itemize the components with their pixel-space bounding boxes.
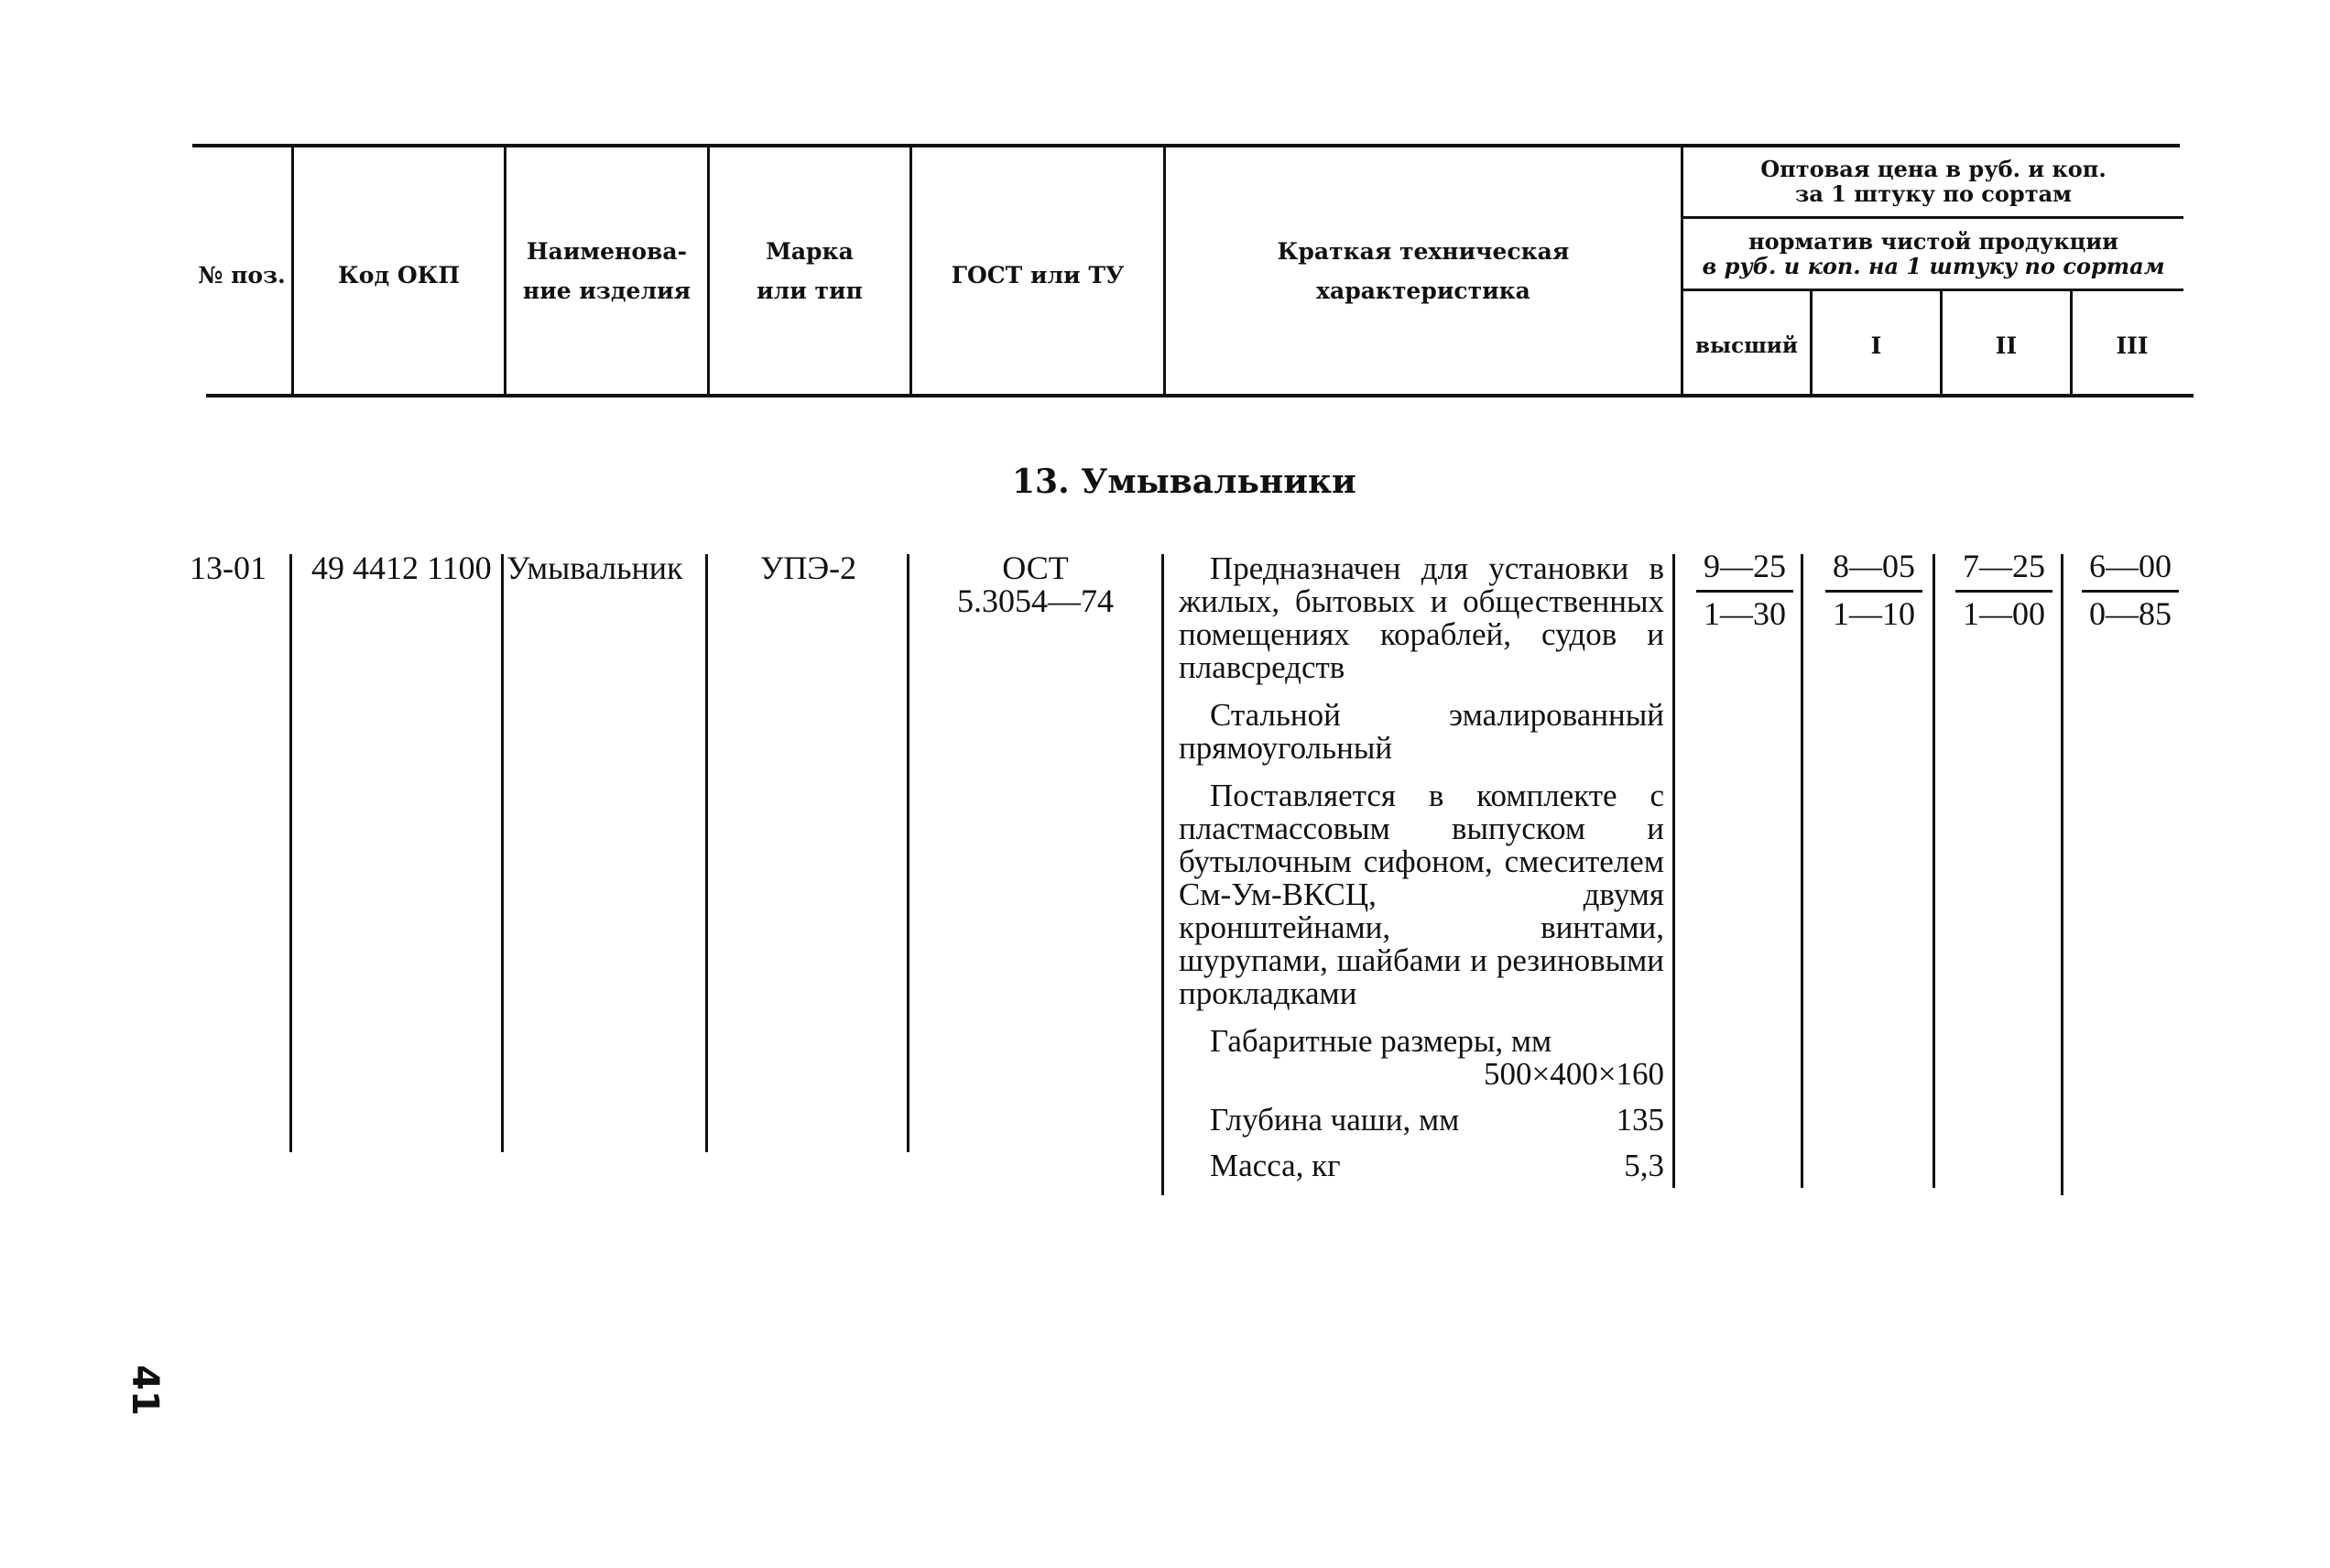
row-vrule-2	[501, 554, 504, 1152]
header-grade-1: I	[1870, 332, 1882, 359]
row-gost-line-2: 5.3054—74	[957, 583, 1114, 619]
row-description	[1179, 552, 1664, 1182]
price-grade-2-rule	[1955, 590, 2052, 593]
price-grade-1: 8—05	[1833, 548, 1915, 584]
row-vrule-1	[289, 554, 292, 1152]
desc-mass-value: 5,3	[1624, 1148, 1664, 1183]
desc-mass-row	[1179, 1149, 1664, 1182]
header-pos: № поз.	[198, 262, 286, 289]
price-top-grade: 9—25	[1704, 548, 1786, 584]
row-vrule-4	[907, 554, 909, 1152]
desc-paragraph-2: Стальной эмалированный прямоугольный	[1179, 697, 1664, 766]
header-desc-line-2: характеристика	[1316, 278, 1530, 304]
price-grade-1-rule	[1825, 590, 1922, 593]
header-gost: ГОСТ или ТУ	[951, 262, 1125, 289]
row-vrule-9	[2061, 554, 2063, 1195]
row-okp: 49 4412 1100	[311, 550, 492, 586]
header-price-line-2: за 1 штуку по сортам	[1795, 180, 2072, 207]
desc-dims-value: 500×400×160	[1484, 1056, 1664, 1092]
row-brand: УПЭ-2	[759, 550, 857, 586]
desc-depth-row	[1179, 1104, 1664, 1137]
desc-depth-label: Глубина чаши, мм	[1210, 1102, 1460, 1138]
header-name-line-2: ние изделия	[522, 278, 691, 304]
desc-paragraph-3: Поставляется в комплекте с пластмассовым выпуском и бутылочным сифоном, смесителем См-Ум-ВКСЦ, двумя кронштейнами, винтами, шурупами, шайбами и резиновыми прокладками	[1179, 778, 1664, 1011]
price-divider-1	[1683, 216, 2183, 219]
header-brand-line-2: или тип	[757, 278, 863, 304]
header-grade-top: высший	[1695, 333, 1798, 358]
header-norm-line-1: норматив чистой продукции	[1748, 228, 2118, 255]
desc-paragraph-1: Предназначен для установки в жилых, бытовых и общественных помещениях кораблей, судов и плавсредств	[1179, 550, 1664, 685]
header-okp: Код ОКП	[338, 262, 460, 289]
header-norm-line-2: в руб. и коп. на 1 штуку по сортам	[1702, 253, 2165, 279]
section-title: 13. Умывальники	[1012, 463, 1356, 501]
row-name: Умывальник	[506, 550, 683, 586]
row-vrule-3	[705, 554, 708, 1152]
norm-grade-2: 1—00	[1963, 595, 2045, 632]
header-desc-line-1: Краткая техническая	[1277, 238, 1570, 265]
header-top-rule	[192, 144, 2180, 147]
norm-grade-3: 0—85	[2089, 595, 2172, 632]
price-grade-2: 7—25	[1963, 548, 2045, 584]
header-grade-2: II	[1995, 332, 2018, 359]
row-pos: 13-01	[190, 550, 267, 586]
desc-dims-label: Габаритные размеры, мм	[1210, 1023, 1552, 1059]
row-vrule-8	[1933, 554, 1935, 1188]
header-name-line-1: Наименова-	[527, 238, 687, 265]
price-grade-3: 6—00	[2089, 548, 2172, 584]
price-grade-3-rule	[2082, 590, 2179, 593]
price-divider-2	[1683, 289, 2183, 291]
price-top-grade-rule	[1696, 590, 1793, 593]
row-gost-line-1: ОСТ	[1002, 550, 1069, 586]
row-vrule-5	[1161, 554, 1164, 1195]
header-price-line-1: Оптовая цена в руб. и коп.	[1760, 156, 2107, 182]
row-vrule-6	[1672, 554, 1675, 1188]
norm-top-grade: 1—30	[1704, 595, 1786, 632]
row-vrule-7	[1801, 554, 1803, 1188]
desc-depth-value: 135	[1616, 1102, 1664, 1138]
header-grade-3: III	[2116, 332, 2149, 359]
page-number: 41	[123, 1365, 166, 1416]
norm-grade-1: 1—10	[1833, 595, 1915, 632]
header-brand-line-1: Марка	[766, 238, 854, 265]
desc-mass-label: Масса, кг	[1210, 1148, 1341, 1183]
